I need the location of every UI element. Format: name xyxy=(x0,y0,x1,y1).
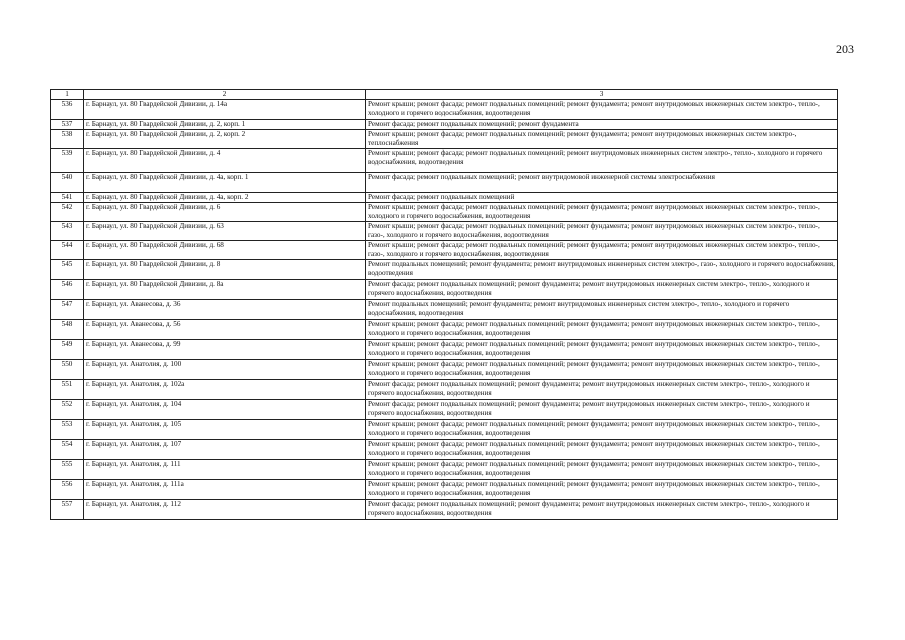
address-cell: г. Барнаул, ул. Аванесова, д. 56 xyxy=(84,320,366,340)
row-number-cell: 541 xyxy=(51,193,84,203)
row-number-cell: 536 xyxy=(51,100,84,120)
address-cell: г. Барнаул, ул. Анатолия, д. 104 xyxy=(84,400,366,420)
table-row xyxy=(51,440,838,460)
address-cell: г. Барнаул, ул. Анатолия, д. 111а xyxy=(84,480,366,500)
row-number-cell: 539 xyxy=(51,149,84,173)
table-row xyxy=(51,460,838,480)
address-cell: г. Барнаул, ул. 80 Гвардейской Дивизии, д. 68 xyxy=(84,241,366,260)
table-row xyxy=(51,241,838,260)
row-number-cell: 550 xyxy=(51,360,84,380)
address-cell: г. Барнаул, ул. Анатолия, д. 105 xyxy=(84,420,366,440)
table-row xyxy=(51,360,838,380)
row-number-cell: 556 xyxy=(51,480,84,500)
works-cell: Ремонт фасада; ремонт подвальных помещений; ремонт фундамента; ремонт внутридомовых инженерных систем электро-, тепло-, холодного и горячего водоснабжения, водоотведения xyxy=(366,280,838,300)
header-row xyxy=(51,90,838,100)
address-cell: г. Барнаул, ул. 80 Гвардейской Дивизии, д. 14а xyxy=(84,100,366,120)
works-cell: Ремонт крыши; ремонт фасада; ремонт подвальных помещений; ремонт фундамента; ремонт внутридомовых инженерных систем электро-, тепло-, холодного и горячего водоснабжения, водоотведения xyxy=(366,320,838,340)
row-number-cell: 551 xyxy=(51,380,84,400)
works-cell: Ремонт крыши; ремонт фасада; ремонт подвальных помещений; ремонт фундамента; ремонт внутридомовых инженерных систем электро-, тепло-, холодного и горячего водоснабжения, водоотведения xyxy=(366,203,838,222)
row-number-cell: 540 xyxy=(51,173,84,193)
row-number-cell: 546 xyxy=(51,280,84,300)
address-cell: г. Барнаул, ул. Аванесова, д. 99 xyxy=(84,340,366,360)
row-number-cell: 548 xyxy=(51,320,84,340)
row-number-cell: 557 xyxy=(51,500,84,520)
works-cell: Ремонт фасада; ремонт подвальных помещений xyxy=(366,193,838,203)
works-cell: Ремонт подвальных помещений; ремонт фундамента; ремонт внутридомовых инженерных систем электро-, тепло-, холодного и горячего водоснабжения, водоотведения xyxy=(366,300,838,320)
table-row xyxy=(51,130,838,149)
row-number-cell: 549 xyxy=(51,340,84,360)
address-cell: г. Барнаул, ул. 80 Гвардейской Дивизии, д. 63 xyxy=(84,222,366,241)
table-row xyxy=(51,420,838,440)
works-cell: Ремонт фасада; ремонт подвальных помещений; ремонт фундамента; ремонт внутридомовых инженерных систем электро-, тепло-, холодного и горячего водоснабжения, водоотведения xyxy=(366,400,838,420)
works-cell: Ремонт крыши; ремонт фасада; ремонт подвальных помещений; ремонт фундамента; ремонт внутридомовых инженерных систем электро-, тепло-, холодного и горячего водоснабжения, водоотведения xyxy=(366,440,838,460)
table-row xyxy=(51,480,838,500)
table-row xyxy=(51,193,838,203)
works-cell: Ремонт подвальных помещений; ремонт фундамента; ремонт внутридомовых инженерных систем электро-, газо-, холодного и горячего водоснабжения, водоотведения xyxy=(366,260,838,280)
table-row xyxy=(51,320,838,340)
row-number-cell: 554 xyxy=(51,440,84,460)
works-cell: Ремонт крыши; ремонт фасада; ремонт подвальных помещений; ремонт внутридомовых инженерных систем электро-, тепло-, холодного и горячего водоснабжения, водоотведения xyxy=(366,149,838,173)
table-row xyxy=(51,500,838,520)
address-cell: г. Барнаул, ул. 80 Гвардейской Дивизии, д. 2, корп. 2 xyxy=(84,130,366,149)
works-cell: Ремонт крыши; ремонт фасада; ремонт подвальных помещений; ремонт фундамента; ремонт внутридомовых инженерных систем электро-, теплоснабжения xyxy=(366,130,838,149)
row-number-cell: 545 xyxy=(51,260,84,280)
works-cell: Ремонт крыши; ремонт фасада; ремонт подвальных помещений; ремонт фундамента; ремонт внутридомовых инженерных систем электро-, тепло-, холодного и горячего водоснабжения, водоотведения xyxy=(366,420,838,440)
works-cell: Ремонт фасада; ремонт подвальных помещений; ремонт фундамента; ремонт внутридомовых инженерных систем электро-, тепло-, холодного и горячего водоснабжения, водоотведения xyxy=(366,500,838,520)
address-cell: г. Барнаул, ул. 80 Гвардейской Дивизии, д. 8а xyxy=(84,280,366,300)
table-row xyxy=(51,120,838,130)
table-row xyxy=(51,260,838,280)
works-cell: Ремонт крыши; ремонт фасада; ремонт подвальных помещений; ремонт фундамента; ремонт внутридомовых инженерных систем электро-, тепло-, холодного и горячего водоснабжения, водоотведения xyxy=(366,360,838,380)
address-cell: г. Барнаул, ул. 80 Гвардейской Дивизии, д. 2, корп. 1 xyxy=(84,120,366,130)
table-row xyxy=(51,280,838,300)
row-number-cell: 552 xyxy=(51,400,84,420)
row-number-cell: 555 xyxy=(51,460,84,480)
works-cell: Ремонт фасада; ремонт подвальных помещений; ремонт фундамента; ремонт внутридомовых инженерных систем электро-, тепло-, холодного и горячего водоснабжения, водоотведения xyxy=(366,380,838,400)
address-cell: г. Барнаул, ул. Анатолия, д. 107 xyxy=(84,440,366,460)
row-number-cell: 537 xyxy=(51,120,84,130)
row-number-cell: 538 xyxy=(51,130,84,149)
address-cell: г. Барнаул, ул. Анатолия, д. 100 xyxy=(84,360,366,380)
table-row xyxy=(51,222,838,241)
row-number-cell: 553 xyxy=(51,420,84,440)
table-row xyxy=(51,340,838,360)
address-cell: г. Барнаул, ул. Анатолия, д. 112 xyxy=(84,500,366,520)
header-col-3: 3 xyxy=(366,90,838,100)
header-col-2: 2 xyxy=(84,90,366,100)
table-body xyxy=(51,100,838,520)
row-number-cell: 542 xyxy=(51,203,84,222)
row-number-cell: 544 xyxy=(51,241,84,260)
table-row xyxy=(51,173,838,193)
header-col-1: 1 xyxy=(51,90,84,100)
works-cell: Ремонт крыши; ремонт фасада; ремонт подвальных помещений; ремонт фундамента; ремонт внутридомовых инженерных систем электро-, тепло-, газо-, холодного и горячего водоснабжения, водоотведения xyxy=(366,241,838,260)
table-row xyxy=(51,149,838,173)
address-cell: г. Барнаул, ул. Аванесова, д. 36 xyxy=(84,300,366,320)
works-cell: Ремонт крыши; ремонт фасада; ремонт подвальных помещений; ремонт фундамента; ремонт внутридомовых инженерных систем электро-, тепло-, холодного и горячего водоснабжения, водоотведения xyxy=(366,340,838,360)
page-number: 203 xyxy=(836,42,854,56)
table-row xyxy=(51,400,838,420)
address-cell: г. Барнаул, ул. 80 Гвардейской Дивизии, д. 4а, корп. 1 xyxy=(84,173,366,193)
address-cell: г. Барнаул, ул. 80 Гвардейской Дивизии, д. 6 xyxy=(84,203,366,222)
works-cell: Ремонт фасада; ремонт подвальных помещений; ремонт внутридомовой инженерной системы электроснабжения xyxy=(366,173,838,193)
works-cell: Ремонт крыши; ремонт фасада; ремонт подвальных помещений; ремонт фундамента; ремонт внутридомовых инженерных систем электро-, тепло-, холодного и горячего водоснабжения, водоотведения xyxy=(366,480,838,500)
table-row xyxy=(51,203,838,222)
address-cell: г. Барнаул, ул. Анатолия, д. 111 xyxy=(84,460,366,480)
table-row xyxy=(51,100,838,120)
table-row xyxy=(51,300,838,320)
works-cell: Ремонт крыши; ремонт фасада; ремонт подвальных помещений; ремонт фундамента; ремонт внутридомовых инженерных систем электро-, тепло-, газо-, холодного и горячего водоснабжения, водоотведения xyxy=(366,222,838,241)
address-cell: г. Барнаул, ул. 80 Гвардейской Дивизии, д. 8 xyxy=(84,260,366,280)
table-row xyxy=(51,380,838,400)
row-number-cell: 547 xyxy=(51,300,84,320)
address-cell: г. Барнаул, ул. Анатолия, д. 102а xyxy=(84,380,366,400)
works-cell: Ремонт фасада; ремонт подвальных помещений; ремонт фундамента xyxy=(366,120,838,130)
row-number-cell: 543 xyxy=(51,222,84,241)
repair-registry-table xyxy=(50,89,838,520)
address-cell: г. Барнаул, ул. 80 Гвардейской Дивизии, д. 4а, корп. 2 xyxy=(84,193,366,203)
works-cell: Ремонт крыши; ремонт фасада; ремонт подвальных помещений; ремонт фундамента; ремонт внутридомовых инженерных систем электро-, тепло-, холодного и горячего водоснабжения, водоотведения xyxy=(366,100,838,120)
address-cell: г. Барнаул, ул. 80 Гвардейской Дивизии, д. 4 xyxy=(84,149,366,173)
works-cell: Ремонт крыши; ремонт фасада; ремонт подвальных помещений; ремонт фундамента; ремонт внутридомовых инженерных систем электро-, тепло-, холодного и горячего водоснабжения, водоотведения xyxy=(366,460,838,480)
